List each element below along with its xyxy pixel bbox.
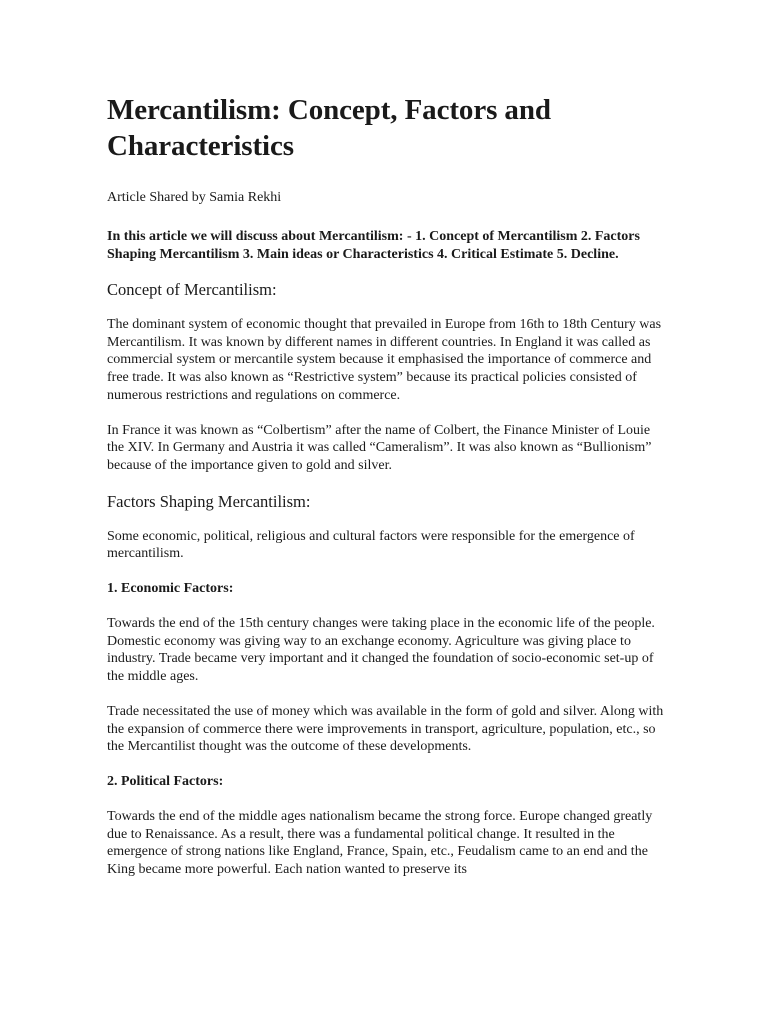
paragraph-economic-2: Trade necessitated the use of money which was available in the form of gold and silver. Along with the expansion of commerce there were improvements in transport, agriculture, population, etc., so the Mercantilist thought was the outcome of these developments. xyxy=(107,703,664,755)
article-byline: Article Shared by Samia Rekhi xyxy=(107,190,282,205)
paragraph-factors: Some economic, political, religious and cultural factors were responsible for the emergence of mercantilism. xyxy=(107,528,635,562)
paragraph-concept-1: The dominant system of economic thought that prevailed in Europe from 16th to 18th Century was Mercantilism. It was known by different names in different countries. In England it was called as commercial system or mercantile system because it emphasised the importance of commerce and free trade. It was also known as “Restrictive system” because its practical policies consisted of numerous restrictions and regulations on commerce. xyxy=(107,317,662,403)
article-title: Mercantilism: Concept, Factors and Characteristics xyxy=(107,94,551,162)
article xyxy=(107,92,667,896)
article-intro: In this article we will discuss about Mercantilism: - 1. Concept of Mercantilism 2. Factors Shaping Mercantilism 3. Main ideas or Characteristics 4. Critical Estimate 5. Decline. xyxy=(107,229,640,262)
subsection-heading-economic: 1. Economic Factors: xyxy=(107,581,234,597)
paragraph-economic-1: Towards the end of the 15th century changes were taking place in the economic life of the people. Domestic economy was giving way to an exchange economy. Agriculture was giving place to industry. Trade became very important and it changed the foundation of socio-economic set-up of the middle ages. xyxy=(107,616,655,685)
paragraph-concept-2: In France it was known as “Colbertism” after the name of Colbert, the Finance Minister of Louie the XIV. In Germany and Austria it was called “Cameralism”. It was also known as “Bullionism” because of the importance given to gold and silver. xyxy=(107,422,652,473)
section-heading-concept: Concept of Mercantilism: xyxy=(107,280,277,299)
subsection-heading-political: 2. Political Factors: xyxy=(107,773,224,789)
section-heading-factors: Factors Shaping Mercantilism: xyxy=(107,491,311,511)
paragraph-political-1: Towards the end of the middle ages nationalism became the strong force. Europe changed greatly due to Renaissance. As a result, there was a fundamental political change. It resulted in the emergence of strong nations like England, France, Spain, etc., Feudalism came to an end and the King became more powerful. Each nation wanted to preserve its xyxy=(107,808,653,878)
